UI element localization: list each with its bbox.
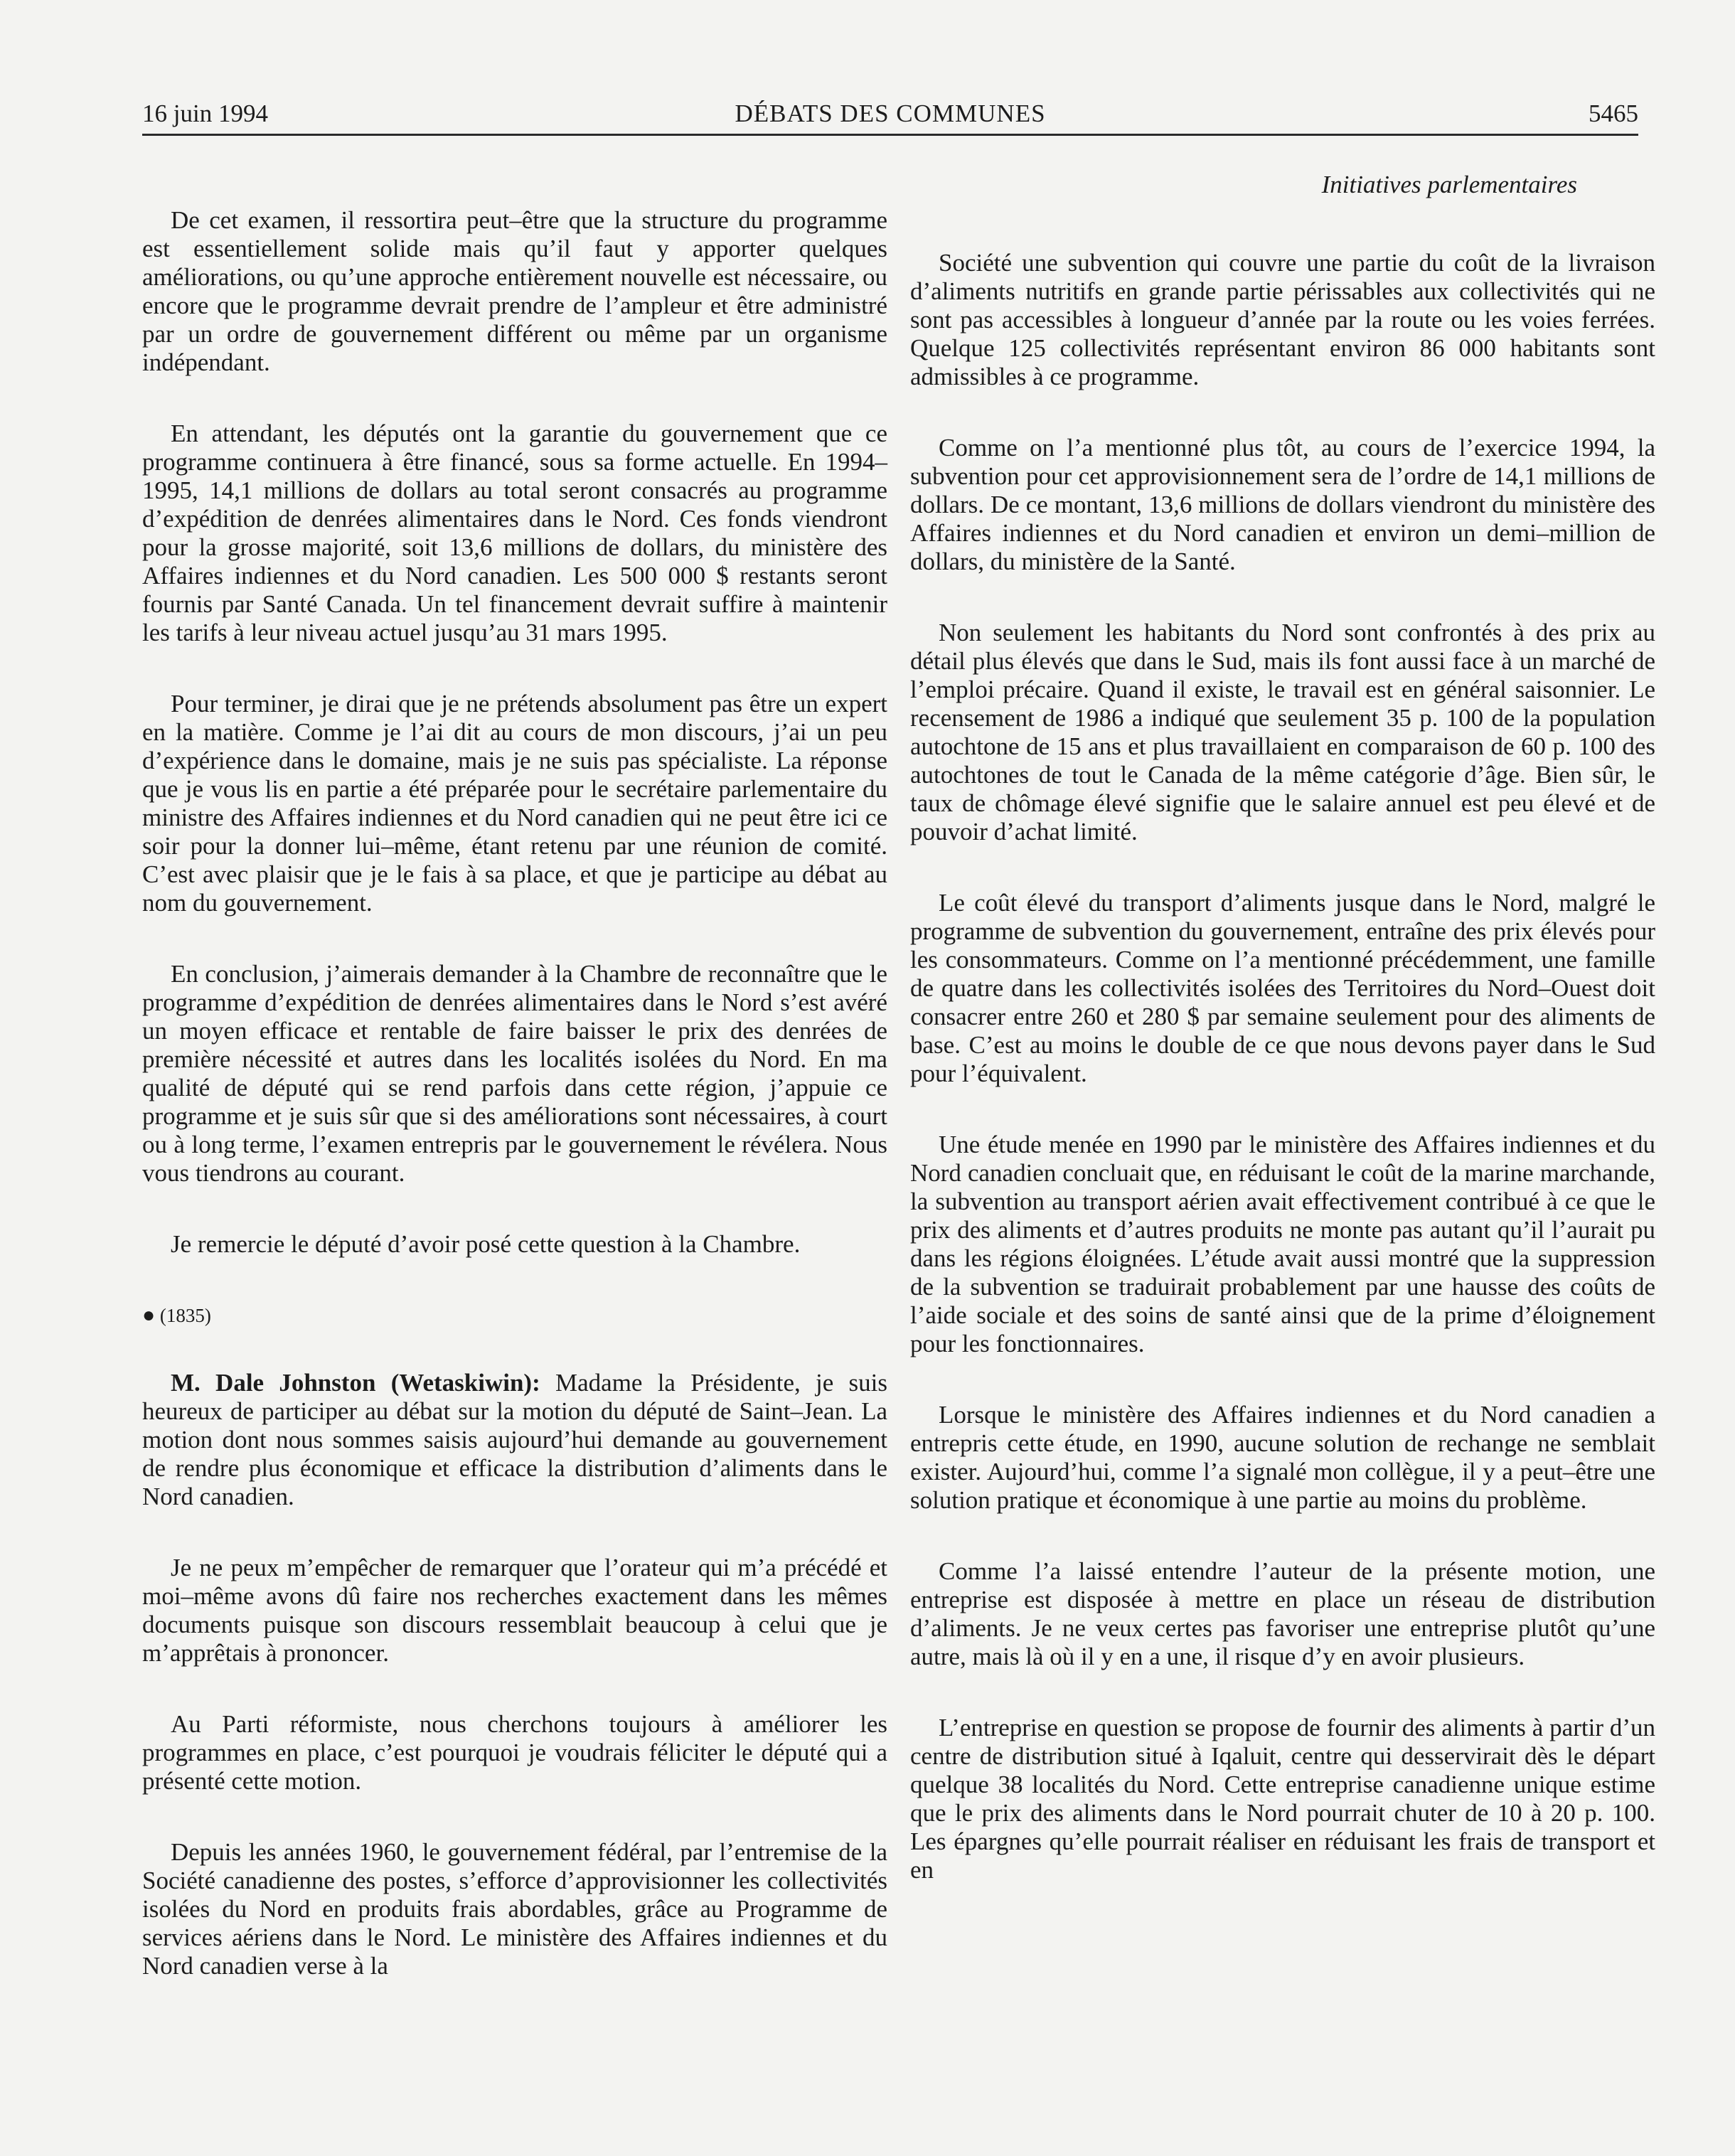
paragraph: Je remercie le député d’avoir posé cette question à la Chambre. (171, 1230, 801, 1258)
paragraph: Comme on l’a mentionné plus tôt, au cours de l’exercice 1994, la subvention pour cet approvisionnement sera de l’ordre de 14,1 millions de dollars. De ce montant, 13,6 millions de dollars viendront du ministère des Affaires indiennes et du Nord canadien et environ un demi–million de dollars, du ministère de la Santé. (910, 434, 1655, 575)
header-rule (142, 134, 1638, 136)
paragraph: De cet examen, il ressortira peut–être que la structure du programme est essentiellement solide mais qu’il faut y apporter quelques améliorations, ou qu’une approche entièrement nouvelle est nécessaire, ou encore que le programme devrait prendre de l’ampleur et être administré par un ordre de gouvernement différent ou même par un organisme indépendant. (142, 206, 887, 376)
speech-text: Madame la Présidente, je suis heureux de participer au débat sur la motion du député de Saint–Jean. La motion dont nous sommes saisis aujourd’hui demande au gouvernement de rendre plus économique et efficace la distribution d’aliments dans le Nord canadien. (142, 1369, 887, 1510)
paragraph: Je ne peux m’empêcher de remarquer que l’orateur qui m’a précédé et moi–même avons dû faire nos recherches exactement dans les mêmes documents puisque son discours ressemblait beaucoup à celui que je m’apprêtais à prononcer. (142, 1554, 887, 1667)
bullet-icon: ● (142, 1303, 156, 1327)
paragraph: L’entreprise en question se propose de fournir des aliments à partir d’un centre de distribution situé à Iqaluit, centre qui desservirait dès le départ quelque 38 localités du Nord. Cette entreprise canadienne unique estime que le prix des aliments dans le Nord pourrait chuter de 10 à 20 p. 100. Les épargnes qu’elle pourrait réaliser en réduisant les frais de transport et en (910, 1714, 1655, 1884)
paragraph: En conclusion, j’aimerais demander à la Chambre de reconnaître que le programme d’expédition de denrées alimentaires dans le Nord s’est avéré un moyen efficace et rentable de faire baisser le prix des denrées de première nécessité et autres dans les localités isolées du Nord. En ma qualité de député qui se rend parfois dans cette région, j’appuie ce programme et je suis sûr que si des améliorations sont nécessaires, à court ou à long terme, l’examen entrepris par le gouvernement le révélera. Nous vous tiendrons au courant. (142, 960, 887, 1187)
speech-paragraph (142, 1369, 887, 1511)
paragraph: Depuis les années 1960, le gouvernement fédéral, par l’entremise de la Société canadienne des postes, s’efforce d’approvisionner les collectivités isolées du Nord en produits frais abordables, grâce au Programme de services aériens dans le Nord. Le ministère des Affaires indiennes et du Nord canadien verse à la (142, 1838, 887, 1980)
right-column (910, 171, 1655, 1927)
page-number: 5465 (1589, 100, 1638, 127)
time-stamp: (1835) (159, 1305, 211, 1326)
header-date: 16 juin 1994 (142, 100, 268, 127)
paragraph: Au Parti réformiste, nous cherchons toujours à améliorer les programmes en place, c’est pourquoi je voudrais féliciter le député qui a présenté cette motion. (142, 1710, 887, 1795)
speaker-name: M. Dale Johnston (Wetaskiwin): (171, 1369, 540, 1397)
paragraph: Société une subvention qui couvre une partie du coût de la livraison d’aliments nutritifs en grande partie périssables aux collectivités qui ne sont pas accessibles à longueur d’année par la route ou les voies ferrées. Quelque 125 collectivités représentant environ 86 000 habitants sont admissibles à ce programme. (910, 249, 1655, 390)
time-marker (142, 1301, 887, 1330)
paragraph: Une étude menée en 1990 par le ministère des Affaires indiennes et du Nord canadien concluait que, en réduisant le coût de la marine marchande, la subvention au transport aérien avait effectivement contribué à ce que le prix des aliments et d’autres produits ne monte pas autant qu’il l’aurait pu dans les régions éloignées. L’étude avait aussi montré que la suppression de la subvention se traduirait probablement par une hausse des coûts de l’aide sociale et des soins de santé ainsi que de la prime d’éloignement pour les fonctionnaires. (910, 1131, 1655, 1357)
header-title: DÉBATS DES COMMUNES (735, 100, 1046, 127)
page-header (142, 91, 1638, 137)
left-column (142, 206, 887, 2023)
paragraph: Comme l’a laissé entendre l’auteur de la présente motion, une entreprise est disposée à mettre en place un réseau de distribution d’aliments. Je ne veux certes pas favoriser une entreprise plutôt qu’une autre, mais là où il y en a une, il risque d’y en avoir plusieurs. (910, 1557, 1655, 1670)
paragraph: Lorsque le ministère des Affaires indiennes et du Nord canadien a entrepris cette étude, en 1990, aucune solution de rechange ne semblait exister. Aujourd’hui, comme l’a signalé mon collègue, il y a peut–être une solution pratique et économique à une partie au moins du problème. (910, 1401, 1655, 1514)
paragraph: Non seulement les habitants du Nord sont confrontés à des prix au détail plus élevés que dans le Sud, mais ils font aussi face à un marché de l’emploi précaire. Quand il existe, le travail est en général saisonnier. Le recensement de 1986 a indiqué que seulement 35 p. 100 de la population autochtone de 15 ans et plus travaillaient en comparaison de 60 p. 100 des autochtones de tout le Canada de la même catégorie d’âge. Bien sûr, le taux de chômage élevé signifie que le salaire annuel est peu élevé et de pouvoir d’achat limité. (910, 619, 1655, 845)
paragraph: Pour terminer, je dirai que je ne prétends absolument pas être un expert en la matière. Comme je l’ai dit au cours de mon discours, j’ai un peu d’expérience dans le domaine, mais je ne suis pas spécialiste. La réponse que je vous lis en partie a été préparée pour le secrétaire parlementaire du ministre des Affaires indiennes et du Nord canadien qui ne peut être ici ce soir pour la donner lui–même, étant retenu par une réunion de comité. C’est avec plaisir que je le fais à sa place, et que je participe au débat au nom du gouvernement. (142, 690, 887, 917)
section-subheading: Initiatives parlementaires (1321, 171, 1577, 198)
paragraph: En attendant, les députés ont la garantie du gouvernement que ce programme continuera à être financé, sous sa forme actuelle. En 1994–1995, 14,1 millions de dollars au total seront consacrés au programme d’expédition de denrées alimentaires dans le Nord. Ces fonds viendront pour la grosse majorité, soit 13,6 millions de dollars, du ministère des Affaires indiennes et du Nord canadien. Les 500 000 $ restants seront fournis par Santé Canada. Un tel financement devrait suffire à maintenir les tarifs à leur niveau actuel jusqu’au 31 mars 1995. (142, 420, 887, 646)
paragraph: Le coût élevé du transport d’aliments jusque dans le Nord, malgré le programme de subvention du gouvernement, entraîne des prix élevés pour les consommateurs. Comme on l’a mentionné précédemment, une famille de quatre dans les collectivités isolées des Territoires du Nord–Ouest doit consacrer entre 260 et 280 $ par semaine seulement pour des aliments de base. C’est au moins le double de ce que nous devons payer dans le Sud pour l’équivalent. (910, 889, 1655, 1087)
